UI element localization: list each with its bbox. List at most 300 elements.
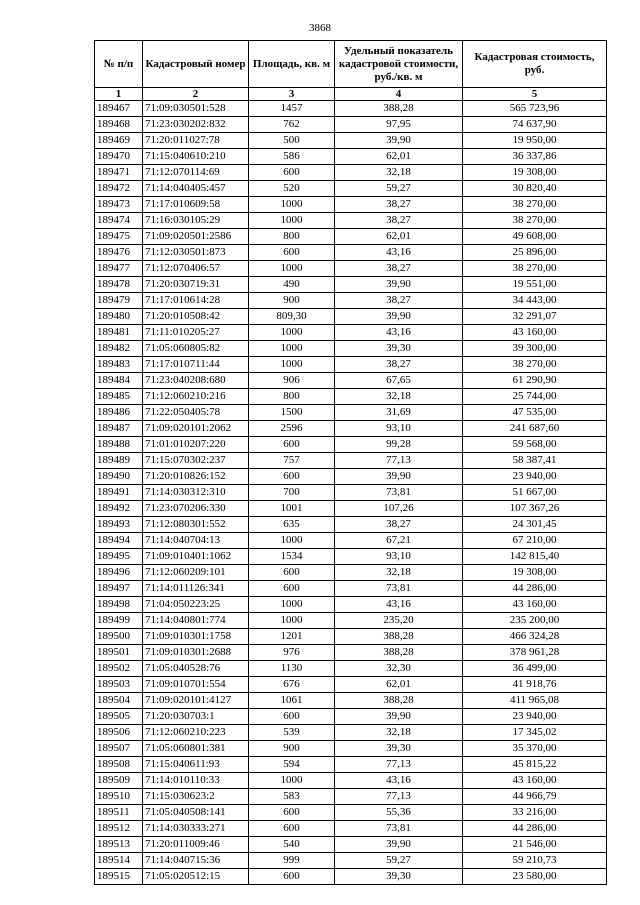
table-row <box>95 693 607 709</box>
area-cell: 1000 <box>249 357 335 373</box>
row-index-cell: 189467 <box>95 101 143 117</box>
specific-rate-cell: 32,18 <box>335 725 463 741</box>
specific-rate-cell: 97,95 <box>335 117 463 133</box>
cadastral-cost-cell: 17 345,02 <box>463 725 607 741</box>
area-cell: 1457 <box>249 101 335 117</box>
row-index-cell: 189486 <box>95 405 143 421</box>
cadastral-number-cell: 71:20:011009:46 <box>143 837 249 853</box>
row-index-cell: 189469 <box>95 133 143 149</box>
table-row <box>95 261 607 277</box>
table-row <box>95 485 607 501</box>
area-cell: 1000 <box>249 597 335 613</box>
area-cell: 1000 <box>249 341 335 357</box>
table-row <box>95 229 607 245</box>
row-index-cell: 189474 <box>95 213 143 229</box>
cadastral-cost-cell: 51 667,00 <box>463 485 607 501</box>
specific-rate-cell: 43,16 <box>335 245 463 261</box>
cadastral-number-cell: 71:20:011027:78 <box>143 133 249 149</box>
specific-rate-cell: 38,27 <box>335 293 463 309</box>
table-row <box>95 437 607 453</box>
area-cell: 1000 <box>249 213 335 229</box>
cadastral-number-cell: 71:14:040405:457 <box>143 181 249 197</box>
specific-rate-cell: 39,90 <box>335 469 463 485</box>
table-row <box>95 501 607 517</box>
row-index-cell: 189502 <box>95 661 143 677</box>
area-cell: 600 <box>249 869 335 885</box>
table-row <box>95 869 607 885</box>
specific-rate-cell: 38,27 <box>335 261 463 277</box>
cadastral-cost-cell: 36 337,86 <box>463 149 607 165</box>
area-cell: 600 <box>249 821 335 837</box>
table-row <box>95 373 607 389</box>
cadastral-cost-cell: 23 940,00 <box>463 469 607 485</box>
cadastral-cost-cell: 565 723,96 <box>463 101 607 117</box>
specific-rate-cell: 32,18 <box>335 565 463 581</box>
row-index-cell: 189495 <box>95 549 143 565</box>
cadastral-cost-cell: 67 210,00 <box>463 533 607 549</box>
cadastral-number-cell: 71:12:070114:69 <box>143 165 249 181</box>
cadastral-cost-cell: 59 210,73 <box>463 853 607 869</box>
specific-rate-cell: 77,13 <box>335 453 463 469</box>
cadastral-cost-cell: 34 443,00 <box>463 293 607 309</box>
area-cell: 700 <box>249 485 335 501</box>
table-row <box>95 821 607 837</box>
area-cell: 583 <box>249 789 335 805</box>
cadastral-cost-cell: 44 966,79 <box>463 789 607 805</box>
specific-rate-cell: 62,01 <box>335 229 463 245</box>
area-cell: 900 <box>249 293 335 309</box>
cadastral-number-cell: 71:14:030312:310 <box>143 485 249 501</box>
cadastral-cost-cell: 61 290,90 <box>463 373 607 389</box>
row-index-cell: 189511 <box>95 805 143 821</box>
cadastral-cost-cell: 466 324,28 <box>463 629 607 645</box>
row-index-cell: 189491 <box>95 485 143 501</box>
specific-rate-cell: 39,90 <box>335 133 463 149</box>
cadastral-cost-cell: 38 270,00 <box>463 197 607 213</box>
area-cell: 900 <box>249 741 335 757</box>
table-row <box>95 725 607 741</box>
row-index-cell: 189498 <box>95 597 143 613</box>
area-cell: 600 <box>249 165 335 181</box>
header-cadastral-cost: Кадастровая стоимость, руб. <box>463 41 607 88</box>
cadastral-number-cell: 71:01:010207:220 <box>143 437 249 453</box>
table-row <box>95 757 607 773</box>
cadastral-table <box>94 40 607 885</box>
area-cell: 976 <box>249 645 335 661</box>
table-row <box>95 357 607 373</box>
row-index-cell: 189482 <box>95 341 143 357</box>
row-index-cell: 189468 <box>95 117 143 133</box>
area-cell: 906 <box>249 373 335 389</box>
cadastral-number-cell: 71:12:060210:223 <box>143 725 249 741</box>
header-index: № п/п <box>95 41 143 88</box>
cadastral-cost-cell: 24 301,45 <box>463 517 607 533</box>
cadastral-number-cell: 71:15:040611:93 <box>143 757 249 773</box>
cadastral-cost-cell: 59 568,00 <box>463 437 607 453</box>
table-row <box>95 197 607 213</box>
cadastral-cost-cell: 38 270,00 <box>463 261 607 277</box>
row-index-cell: 189471 <box>95 165 143 181</box>
cadastral-cost-cell: 19 308,00 <box>463 165 607 181</box>
cadastral-cost-cell: 25 744,00 <box>463 389 607 405</box>
cadastral-number-cell: 71:12:030501:873 <box>143 245 249 261</box>
area-cell: 1001 <box>249 501 335 517</box>
table-row <box>95 853 607 869</box>
cadastral-cost-cell: 58 387,41 <box>463 453 607 469</box>
cadastral-number-cell: 71:20:010508:42 <box>143 309 249 325</box>
cadastral-number-cell: 71:20:030719:31 <box>143 277 249 293</box>
specific-rate-cell: 43,16 <box>335 773 463 789</box>
specific-rate-cell: 39,90 <box>335 277 463 293</box>
area-cell: 600 <box>249 581 335 597</box>
area-cell: 1061 <box>249 693 335 709</box>
table-row <box>95 661 607 677</box>
cadastral-cost-cell: 32 291,07 <box>463 309 607 325</box>
area-cell: 490 <box>249 277 335 293</box>
cadastral-number-cell: 71:05:060801:381 <box>143 741 249 757</box>
row-index-cell: 189484 <box>95 373 143 389</box>
cadastral-number-cell: 71:20:010826:152 <box>143 469 249 485</box>
table-row <box>95 645 607 661</box>
row-index-cell: 189478 <box>95 277 143 293</box>
table-row <box>95 677 607 693</box>
table-row <box>95 405 607 421</box>
table-row <box>95 533 607 549</box>
specific-rate-cell: 55,36 <box>335 805 463 821</box>
row-index-cell: 189472 <box>95 181 143 197</box>
row-index-cell: 189475 <box>95 229 143 245</box>
area-cell: 540 <box>249 837 335 853</box>
column-number: 1 <box>95 88 143 101</box>
row-index-cell: 189515 <box>95 869 143 885</box>
specific-rate-cell: 235,20 <box>335 613 463 629</box>
specific-rate-cell: 39,90 <box>335 709 463 725</box>
column-number: 3 <box>249 88 335 101</box>
cadastral-number-cell: 71:09:010301:1758 <box>143 629 249 645</box>
table-row <box>95 789 607 805</box>
cadastral-cost-cell: 44 286,00 <box>463 821 607 837</box>
cadastral-cost-cell: 36 499,00 <box>463 661 607 677</box>
row-index-cell: 189493 <box>95 517 143 533</box>
row-index-cell: 189514 <box>95 853 143 869</box>
row-index-cell: 189477 <box>95 261 143 277</box>
row-index-cell: 189479 <box>95 293 143 309</box>
cadastral-number-cell: 71:05:060805:82 <box>143 341 249 357</box>
cadastral-number-cell: 71:23:030202:832 <box>143 117 249 133</box>
specific-rate-cell: 388,28 <box>335 101 463 117</box>
specific-rate-cell: 77,13 <box>335 789 463 805</box>
row-index-cell: 189501 <box>95 645 143 661</box>
cadastral-number-cell: 71:14:011126:341 <box>143 581 249 597</box>
cadastral-number-cell: 71:14:030333:271 <box>143 821 249 837</box>
area-cell: 600 <box>249 437 335 453</box>
cadastral-number-cell: 71:09:010301:2688 <box>143 645 249 661</box>
cadastral-cost-cell: 19 551,00 <box>463 277 607 293</box>
column-number: 5 <box>463 88 607 101</box>
area-cell: 676 <box>249 677 335 693</box>
row-index-cell: 189483 <box>95 357 143 373</box>
table-row <box>95 565 607 581</box>
specific-rate-cell: 39,90 <box>335 309 463 325</box>
area-cell: 1534 <box>249 549 335 565</box>
table-row <box>95 277 607 293</box>
cadastral-cost-cell: 43 160,00 <box>463 597 607 613</box>
area-cell: 2596 <box>249 421 335 437</box>
row-index-cell: 189487 <box>95 421 143 437</box>
table-row <box>95 629 607 645</box>
area-cell: 757 <box>249 453 335 469</box>
cadastral-number-cell: 71:20:030703:1 <box>143 709 249 725</box>
cadastral-number-cell: 71:15:070302:237 <box>143 453 249 469</box>
cadastral-number-cell: 71:12:060210:216 <box>143 389 249 405</box>
row-index-cell: 189485 <box>95 389 143 405</box>
column-number: 2 <box>143 88 249 101</box>
area-cell: 1000 <box>249 613 335 629</box>
row-index-cell: 189473 <box>95 197 143 213</box>
table-row <box>95 181 607 197</box>
row-index-cell: 189503 <box>95 677 143 693</box>
specific-rate-cell: 388,28 <box>335 645 463 661</box>
cadastral-cost-cell: 44 286,00 <box>463 581 607 597</box>
cadastral-cost-cell: 47 535,00 <box>463 405 607 421</box>
row-index-cell: 189489 <box>95 453 143 469</box>
specific-rate-cell: 38,27 <box>335 357 463 373</box>
area-cell: 520 <box>249 181 335 197</box>
table-row <box>95 469 607 485</box>
cadastral-number-cell: 71:23:070206:330 <box>143 501 249 517</box>
cadastral-number-cell: 71:05:040508:141 <box>143 805 249 821</box>
row-index-cell: 189510 <box>95 789 143 805</box>
cadastral-number-cell: 71:14:010110:33 <box>143 773 249 789</box>
specific-rate-cell: 43,16 <box>335 325 463 341</box>
table-row <box>95 149 607 165</box>
cadastral-cost-cell: 142 815,40 <box>463 549 607 565</box>
cadastral-number-cell: 71:17:010609:58 <box>143 197 249 213</box>
cadastral-number-cell: 71:09:010701:554 <box>143 677 249 693</box>
cadastral-cost-cell: 235 200,00 <box>463 613 607 629</box>
specific-rate-cell: 32,18 <box>335 165 463 181</box>
specific-rate-cell: 38,27 <box>335 213 463 229</box>
cadastral-cost-cell: 411 965,08 <box>463 693 607 709</box>
specific-rate-cell: 107,26 <box>335 501 463 517</box>
cadastral-cost-cell: 19 308,00 <box>463 565 607 581</box>
cadastral-cost-cell: 107 367,26 <box>463 501 607 517</box>
table-row <box>95 117 607 133</box>
specific-rate-cell: 73,81 <box>335 821 463 837</box>
row-index-cell: 189500 <box>95 629 143 645</box>
cadastral-cost-cell: 23 580,00 <box>463 869 607 885</box>
specific-rate-cell: 62,01 <box>335 677 463 693</box>
specific-rate-cell: 39,30 <box>335 341 463 357</box>
row-index-cell: 189505 <box>95 709 143 725</box>
area-cell: 500 <box>249 133 335 149</box>
cadastral-number-cell: 71:05:020512:15 <box>143 869 249 885</box>
specific-rate-cell: 39,30 <box>335 869 463 885</box>
area-cell: 800 <box>249 389 335 405</box>
table-row <box>95 213 607 229</box>
row-index-cell: 189509 <box>95 773 143 789</box>
table-row <box>95 517 607 533</box>
table-row <box>95 837 607 853</box>
specific-rate-cell: 39,30 <box>335 741 463 757</box>
area-cell: 1000 <box>249 261 335 277</box>
table-row <box>95 245 607 261</box>
row-index-cell: 189470 <box>95 149 143 165</box>
cadastral-number-cell: 71:05:040528:76 <box>143 661 249 677</box>
cadastral-number-cell: 71:14:040801:774 <box>143 613 249 629</box>
area-cell: 1500 <box>249 405 335 421</box>
area-cell: 586 <box>249 149 335 165</box>
table-row <box>95 773 607 789</box>
row-index-cell: 189497 <box>95 581 143 597</box>
header-row <box>95 41 607 88</box>
table-row <box>95 389 607 405</box>
area-cell: 1000 <box>249 325 335 341</box>
table-row <box>95 421 607 437</box>
cadastral-number-cell: 71:12:060209:101 <box>143 565 249 581</box>
row-index-cell: 189494 <box>95 533 143 549</box>
area-cell: 600 <box>249 805 335 821</box>
table-row <box>95 133 607 149</box>
table-row <box>95 549 607 565</box>
area-cell: 999 <box>249 853 335 869</box>
page-number: 3868 <box>309 22 331 34</box>
cadastral-cost-cell: 45 815,22 <box>463 757 607 773</box>
header-area: Площадь, кв. м <box>249 41 335 88</box>
row-index-cell: 189490 <box>95 469 143 485</box>
specific-rate-cell: 59,27 <box>335 853 463 869</box>
specific-rate-cell: 38,27 <box>335 197 463 213</box>
cadastral-number-cell: 71:09:030501:528 <box>143 101 249 117</box>
specific-rate-cell: 77,13 <box>335 757 463 773</box>
specific-rate-cell: 39,90 <box>335 837 463 853</box>
cadastral-cost-cell: 241 687,60 <box>463 421 607 437</box>
row-index-cell: 189492 <box>95 501 143 517</box>
cadastral-number-cell: 71:17:010711:44 <box>143 357 249 373</box>
row-index-cell: 189481 <box>95 325 143 341</box>
cadastral-cost-cell: 38 270,00 <box>463 213 607 229</box>
cadastral-number-cell: 71:15:040610:210 <box>143 149 249 165</box>
cadastral-number-cell: 71:11:010205:27 <box>143 325 249 341</box>
cadastral-number-cell: 71:09:020101:4127 <box>143 693 249 709</box>
area-cell: 600 <box>249 709 335 725</box>
cadastral-number-cell: 71:23:040208:680 <box>143 373 249 389</box>
specific-rate-cell: 62,01 <box>335 149 463 165</box>
area-cell: 1000 <box>249 197 335 213</box>
area-cell: 539 <box>249 725 335 741</box>
column-number-row <box>95 88 607 101</box>
cadastral-number-cell: 71:16:030105:29 <box>143 213 249 229</box>
specific-rate-cell: 73,81 <box>335 485 463 501</box>
area-cell: 809,30 <box>249 309 335 325</box>
cadastral-cost-cell: 49 608,00 <box>463 229 607 245</box>
table-row <box>95 165 607 181</box>
cadastral-number-cell: 71:09:020101:2062 <box>143 421 249 437</box>
row-index-cell: 189480 <box>95 309 143 325</box>
cadastral-cost-cell: 74 637,90 <box>463 117 607 133</box>
cadastral-number-cell: 71:09:010401:1062 <box>143 549 249 565</box>
specific-rate-cell: 93,10 <box>335 421 463 437</box>
cadastral-number-cell: 71:14:040715:36 <box>143 853 249 869</box>
row-index-cell: 189506 <box>95 725 143 741</box>
specific-rate-cell: 59,27 <box>335 181 463 197</box>
table-row <box>95 805 607 821</box>
cadastral-cost-cell: 19 950,00 <box>463 133 607 149</box>
row-index-cell: 189512 <box>95 821 143 837</box>
table-row <box>95 453 607 469</box>
row-index-cell: 189476 <box>95 245 143 261</box>
area-cell: 1130 <box>249 661 335 677</box>
specific-rate-cell: 32,18 <box>335 389 463 405</box>
cadastral-number-cell: 71:17:010614:28 <box>143 293 249 309</box>
table-row <box>95 597 607 613</box>
area-cell: 1000 <box>249 773 335 789</box>
table-row <box>95 741 607 757</box>
specific-rate-cell: 67,65 <box>335 373 463 389</box>
table-row <box>95 101 607 117</box>
row-index-cell: 189496 <box>95 565 143 581</box>
row-index-cell: 189513 <box>95 837 143 853</box>
header-cadastral-number: Кадастровый номер <box>143 41 249 88</box>
cadastral-number-cell: 71:15:030623:2 <box>143 789 249 805</box>
row-index-cell: 189488 <box>95 437 143 453</box>
cadastral-number-cell: 71:12:080301:552 <box>143 517 249 533</box>
cadastral-number-cell: 71:09:020501:2586 <box>143 229 249 245</box>
cadastral-cost-cell: 39 300,00 <box>463 341 607 357</box>
cadastral-cost-cell: 43 160,00 <box>463 773 607 789</box>
cadastral-cost-cell: 43 160,00 <box>463 325 607 341</box>
specific-rate-cell: 43,16 <box>335 597 463 613</box>
area-cell: 600 <box>249 565 335 581</box>
cadastral-number-cell: 71:04:050223:25 <box>143 597 249 613</box>
table-row <box>95 709 607 725</box>
area-cell: 600 <box>249 245 335 261</box>
cadastral-cost-cell: 378 961,28 <box>463 645 607 661</box>
specific-rate-cell: 38,27 <box>335 517 463 533</box>
table-row <box>95 341 607 357</box>
area-cell: 800 <box>249 229 335 245</box>
cadastral-cost-cell: 41 918,76 <box>463 677 607 693</box>
specific-rate-cell: 32,30 <box>335 661 463 677</box>
table-row <box>95 325 607 341</box>
cadastral-cost-cell: 21 546,00 <box>463 837 607 853</box>
cadastral-cost-cell: 23 940,00 <box>463 709 607 725</box>
specific-rate-cell: 388,28 <box>335 693 463 709</box>
specific-rate-cell: 93,10 <box>335 549 463 565</box>
table-body <box>95 101 607 885</box>
cadastral-cost-cell: 38 270,00 <box>463 357 607 373</box>
area-cell: 1201 <box>249 629 335 645</box>
specific-rate-cell: 388,28 <box>335 629 463 645</box>
row-index-cell: 189508 <box>95 757 143 773</box>
specific-rate-cell: 99,28 <box>335 437 463 453</box>
row-index-cell: 189499 <box>95 613 143 629</box>
cadastral-cost-cell: 33 216,00 <box>463 805 607 821</box>
table-row <box>95 613 607 629</box>
row-index-cell: 189507 <box>95 741 143 757</box>
cadastral-cost-cell: 30 820,40 <box>463 181 607 197</box>
specific-rate-cell: 31,69 <box>335 405 463 421</box>
table-row <box>95 581 607 597</box>
specific-rate-cell: 73,81 <box>335 581 463 597</box>
area-cell: 762 <box>249 117 335 133</box>
column-number: 4 <box>335 88 463 101</box>
cadastral-number-cell: 71:22:050405:78 <box>143 405 249 421</box>
cadastral-cost-cell: 25 896,00 <box>463 245 607 261</box>
cadastral-number-cell: 71:14:040704:13 <box>143 533 249 549</box>
table-row <box>95 293 607 309</box>
cadastral-cost-cell: 35 370,00 <box>463 741 607 757</box>
